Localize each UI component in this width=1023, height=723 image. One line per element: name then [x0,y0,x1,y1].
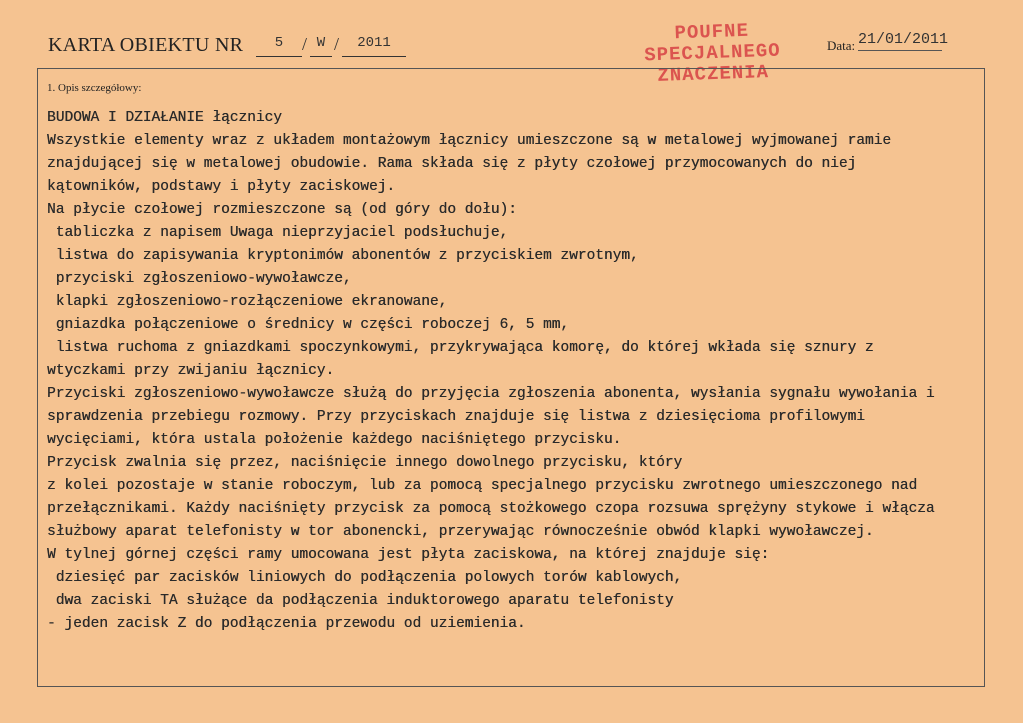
text-line: wycięciami, która ustala położenie każdego naciśniętego przycisku. [47,432,622,448]
text-line: znajdującej się w metalowej obudowie. Rama składa się z płyty czołowej przymocowanych do niej [47,156,857,172]
date-label: Data: [827,38,856,53]
text-line: listwa ruchoma z gniazdkami spoczynkowymi, przykrywająca komorę, do której wkłada się sznury z [47,340,874,356]
number-separator: / [302,34,308,54]
description-box [37,68,985,687]
text-line: z kolei pozostaje w stanie roboczym, lub za pomocą specjalnego przycisku zwrotnego umieszczonego nad [47,478,918,494]
card-title: KARTA OBIEKTU NR [48,34,244,56]
text-line: dziesięć par zacisków liniowych do podłączenia polowych torów kablowych, [47,570,683,586]
text-line: W tylnej górnej części ramy umocowana jest płyta zaciskowa, na której znajduje się: [47,547,770,563]
description-text [47,107,982,636]
text-line: Na płycie czołowej rozmieszczone są (od góry do dołu): [47,202,517,218]
text-line: dwa zaciski TA służące da podłączenia induktorowego aparatu telefonisty [47,593,674,609]
object-number-field: 5 [256,36,302,57]
text-line: gniazdka połączeniowe o średnicy w części roboczej 6, 5 mm, [47,317,570,333]
number-separator: / [334,34,340,54]
stamp-line: ZNACZENIA [657,61,770,87]
section-label: 1. Opis szczegółowy: [47,82,142,94]
text-line: sprawdzenia przebiegu rozmowy. Przy przyciskach znajduje się listwa z dziesięcioma profilowymi [47,409,865,425]
text-line: Przycisk zwalnia się przez, naciśnięcie innego dowolnego przycisku, który [47,455,683,471]
text-line: tabliczka z napisem Uwaga nieprzyjaciel podsłuchuje, [47,225,509,241]
text-line: przełącznikami. Każdy naciśnięty przycisk za pomocą stożkowego czopa rozsuwa sprężyny stykowe i włącza [47,501,935,517]
text-line: Przyciski zgłoszeniowo-wywoławcze służą do przyjęcia zgłoszenia abonenta, wysłania sygnału wywołania i [47,386,935,402]
text-line: służbowy aparat telefonisty w tor abonencki, przerywając równocześnie obwód klapki wywoławczej. [47,524,874,540]
text-line: Wszystkie elementy wraz z układem montażowym łącznicy umieszczone są w metalowej wyjmowanej ramie [47,133,892,149]
date-value: 21/01/2011 [858,31,942,51]
text-line: - jeden zacisk Z do podłączenia przewodu od uziemienia. [47,616,526,632]
text-line: klapki zgłoszeniowo-rozłączeniowe ekranowane, [47,294,448,310]
text-line: przyciski zgłoszeniowo-wywoławcze, [47,271,352,287]
stamp-line: SPECJALNEGO [643,39,782,67]
text-line: kątowników, podstawy i płyty zaciskowej. [47,179,396,195]
object-year-field: 2011 [342,36,406,57]
text-line: wtyczkami przy zwijaniu łącznicy. [47,363,335,379]
object-category-field: W [310,36,332,57]
text-line: listwa do zapisywania kryptonimów abonentów z przyciskiem zwrotnym, [47,248,639,264]
text-line: BUDOWA I DZIAŁANIE łącznicy [47,110,282,126]
stamp-line: POUFNE [674,19,750,45]
